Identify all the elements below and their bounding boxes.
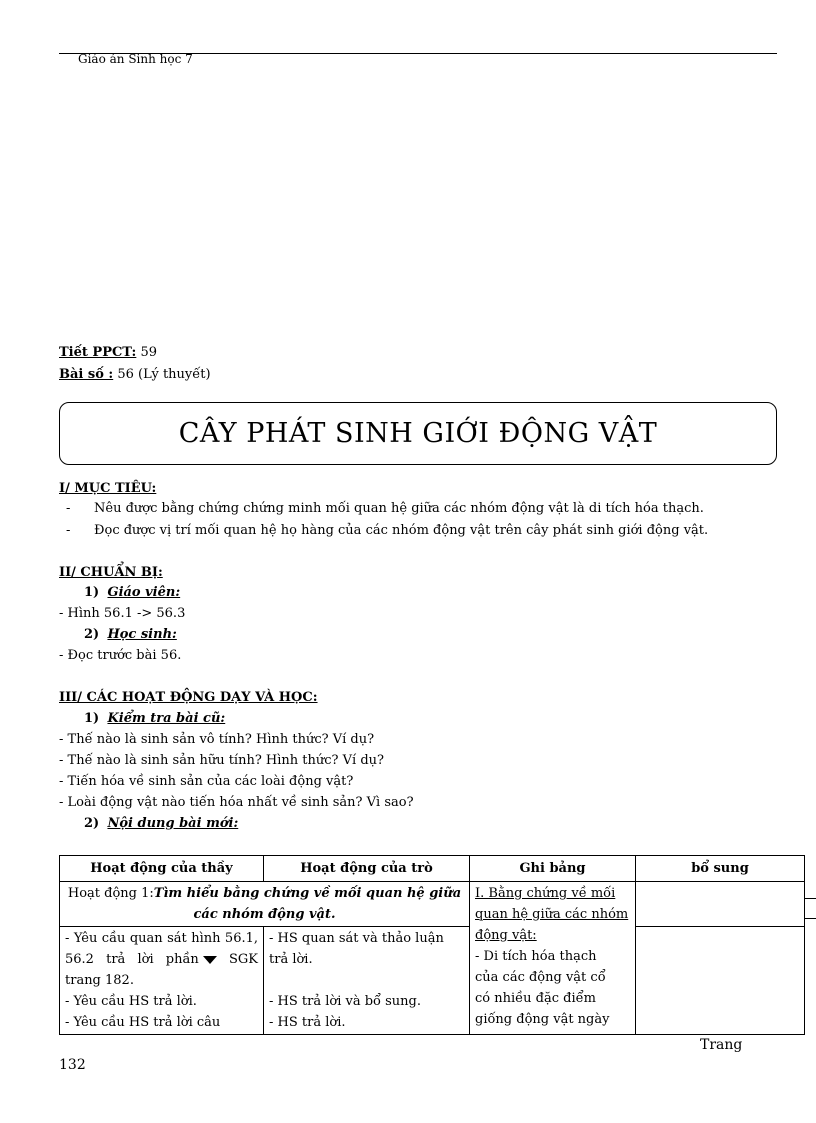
muc-tieu-item: - Đọc được vị trí mối quan hệ họ hàng của các nhóm động vật trên cây phát sinh giới động vật. [66, 523, 709, 538]
thay-line: - Yêu cầu HS trả lời. [65, 994, 197, 1009]
activity-title: Tìm hiểu bằng chứng về mối quan hệ giữa các nhóm động vật. [153, 886, 462, 922]
ghi-bang-line: của các động vật cổ [475, 970, 606, 985]
table-extension-line [804, 918, 816, 919]
triangle-down-icon [203, 956, 217, 964]
tro-line: - HS trả lời. [269, 1015, 346, 1030]
tro-cell [264, 927, 470, 1035]
thay-line: - Yêu cầu HS trả lời câu [65, 1015, 221, 1030]
bo-sung-cell [636, 927, 805, 1035]
activity-row [60, 882, 470, 927]
ghi-bang-line: có nhiều đặc điểm [475, 991, 596, 1006]
giao-vien-item: - Hình 56.1 -> 56.3 [59, 606, 186, 621]
tiet-ppct [59, 345, 157, 360]
kiem-tra-heading: 1) Kiểm tra bài cũ: [84, 711, 226, 726]
thay-cell [60, 927, 264, 1035]
ghi-bang-cell [470, 882, 636, 1035]
page-number: 132 [59, 1057, 86, 1073]
kiem-tra-item: - Tiến hóa về sinh sản của các loài động vật? [59, 774, 354, 789]
col-header-thay: Hoạt động của thầy [60, 856, 264, 882]
section-hoat-dong: III/ CÁC HOẠT ĐỘNG DẠY VÀ HỌC: [59, 690, 318, 705]
page-header: Giáo án Sinh học 7 [78, 52, 193, 66]
kiem-tra-item: - Thế nào là sinh sản vô tính? Hình thức? Ví dụ? [59, 732, 375, 747]
thay-line: - Yêu cầu quan sát hình 56.1, 56.2 trả lời phần [65, 931, 258, 967]
col-header-ghi-bang: Ghi bảng [470, 856, 636, 882]
col-header-bo-sung: bổ sung [636, 856, 805, 882]
hoc-sinh-heading: 2) Học sinh: [84, 627, 177, 642]
section-muc-tieu: I/ MỤC TIÊU: [59, 481, 157, 496]
ghi-bang-line: - Di tích hóa thạch [475, 949, 597, 964]
kiem-tra-item: - Thế nào là sinh sản hữu tính? Hình thức? Ví dụ? [59, 753, 384, 768]
bai-value: 56 (Lý thuyết) [113, 367, 211, 382]
thay-line: SGK trang 182. [65, 952, 258, 988]
col-header-tro: Hoạt động của trò [264, 856, 470, 882]
bo-sung-cell [636, 882, 805, 927]
ghi-bang-line: giống động vật ngày [475, 1012, 610, 1027]
title-box [59, 402, 777, 465]
table-extension-line [804, 898, 816, 899]
tro-line: - HS quan sát và thảo luận trả lời. [269, 931, 444, 967]
giao-vien-heading: 1) Giáo viên: [84, 585, 181, 600]
page-title: CÂY PHÁT SINH GIỚI ĐỘNG VẬT [178, 418, 658, 449]
section-chuan-bi: II/ CHUẨN BỊ: [59, 565, 163, 580]
activity-prefix: Hoạt động 1: [67, 886, 154, 901]
lesson-table [59, 855, 805, 1035]
noi-dung-heading: 2) Nội dung bài mới: [84, 816, 239, 831]
footer-trang: Trang [700, 1037, 743, 1053]
hoc-sinh-item: - Đọc trước bài 56. [59, 648, 182, 663]
tro-line: - HS trả lời và bổ sung. [269, 994, 422, 1009]
muc-tieu-item: - Nêu được bằng chứng chứng minh mối quan hệ giữa các nhóm động vật là di tích hóa thạch. [66, 501, 704, 516]
tiet-value: 59 [136, 345, 158, 360]
bai-so [59, 367, 211, 382]
bai-label: Bài số : [59, 367, 114, 382]
kiem-tra-item: - Loài động vật nào tiến hóa nhất về sinh sản? Vì sao? [59, 795, 414, 810]
ghi-bang-heading: I. Bằng chứng về mối quan hệ giữa các nhóm động vật: [475, 886, 629, 943]
tiet-label: Tiết PPCT: [59, 345, 137, 360]
